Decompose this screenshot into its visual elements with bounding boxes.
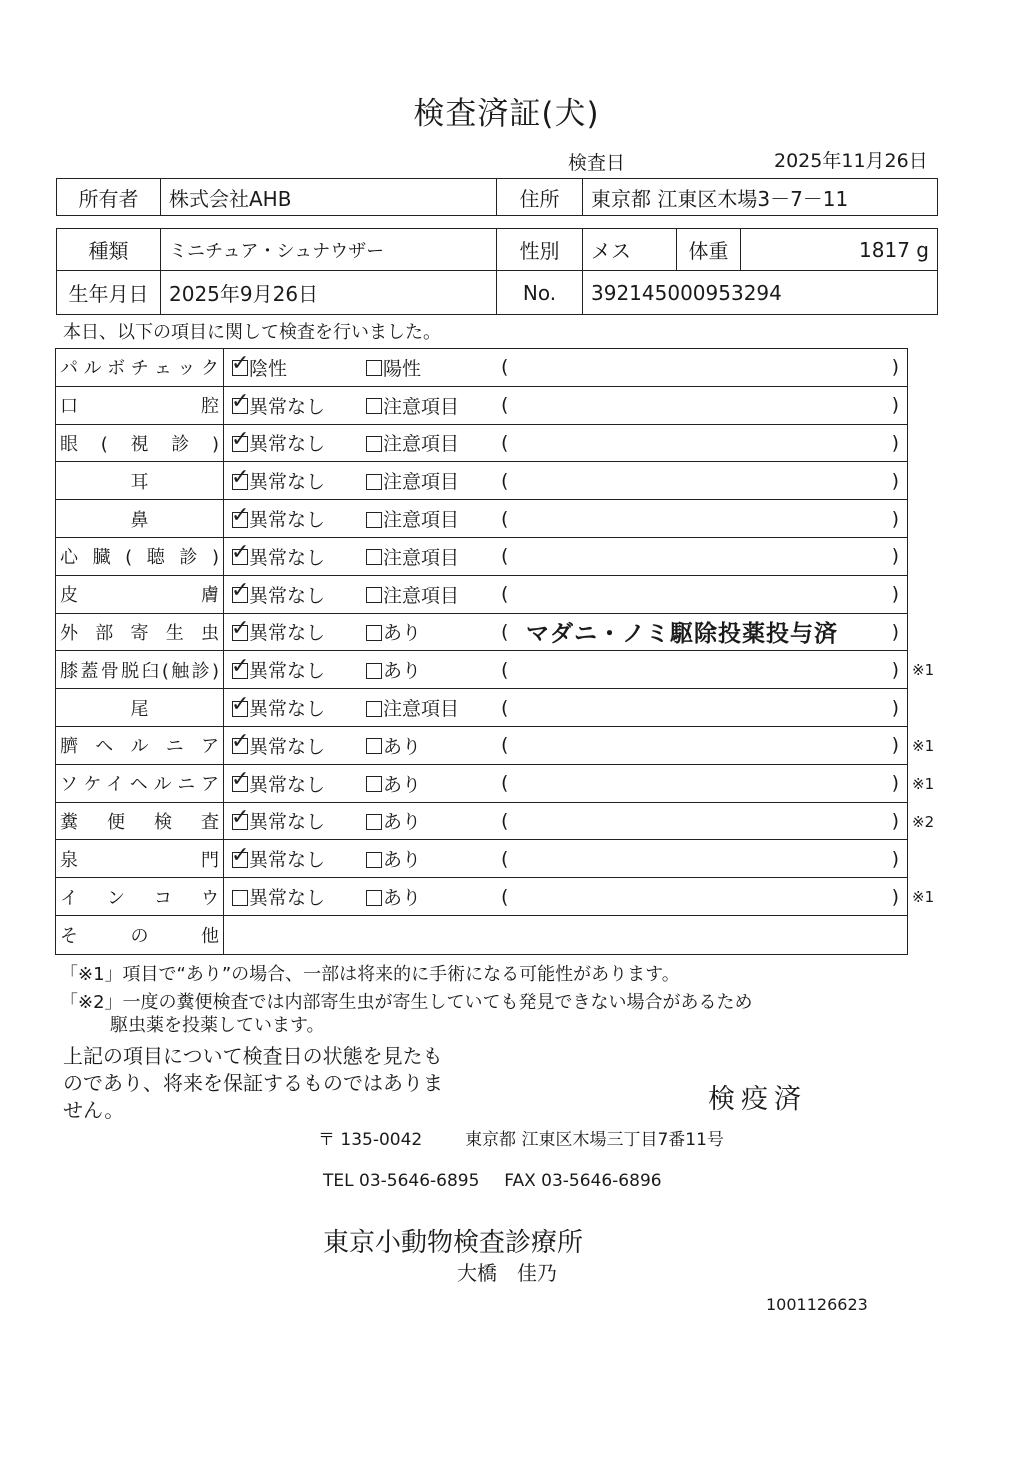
exam-row xyxy=(56,651,907,689)
checkbox-icon[interactable] xyxy=(366,398,382,414)
option-normal[interactable] xyxy=(232,349,287,386)
exam-note: マダニ・ノミ駆除投薬投与済 xyxy=(526,621,838,648)
checkmark-icon: ✓ xyxy=(231,615,250,641)
disclaimer: 上記の項目について検査日の状態を見たものであり、将来を保証するものではありません。 xyxy=(63,1044,443,1122)
option-label: 異常なし xyxy=(249,546,326,569)
checkbox-checked-icon[interactable] xyxy=(231,502,250,528)
option-label: 異常なし xyxy=(249,509,326,532)
option-normal[interactable] xyxy=(232,462,325,499)
note-close-paren: ) xyxy=(891,658,899,681)
note-open-paren: ( xyxy=(501,583,509,606)
checkbox-checked-icon[interactable] xyxy=(231,615,250,641)
owner-label: 所有者 xyxy=(57,179,161,216)
note-open-paren: ( xyxy=(501,809,509,832)
exam-item-cell xyxy=(56,840,224,877)
exam-item-cell xyxy=(56,538,224,575)
checkbox-icon[interactable] xyxy=(232,890,248,906)
footnote-mark: ※1 xyxy=(912,888,935,907)
exam-item-cell xyxy=(56,651,224,688)
exam-item-cell xyxy=(56,916,224,954)
exam-row xyxy=(56,878,907,916)
exam-item-cell xyxy=(56,878,224,915)
pet-table xyxy=(56,228,938,315)
breed-value: ミニチュア・シュナウザー xyxy=(161,229,497,271)
note-close-paren: ) xyxy=(891,809,899,832)
option-normal[interactable] xyxy=(232,727,325,764)
checkmark-icon: ✓ xyxy=(231,767,250,793)
checkbox-icon[interactable] xyxy=(366,814,382,830)
exam-item-label: インコウ xyxy=(60,887,219,909)
address-label: 住所 xyxy=(497,179,583,216)
exam-item-label: 耳 xyxy=(130,471,149,493)
clinic-name: 東京小動物検査診療所 xyxy=(323,1228,584,1258)
checkmark-icon: ✓ xyxy=(231,464,250,490)
option-label: あり xyxy=(383,773,422,796)
document-code: 1001126623 xyxy=(766,1295,868,1314)
option-abnormal[interactable] xyxy=(366,651,421,688)
note-open-paren: ( xyxy=(501,469,509,492)
checkbox-checked-icon[interactable] xyxy=(231,351,250,377)
checkbox-checked-icon[interactable] xyxy=(231,729,250,755)
option-label: あり xyxy=(383,622,422,645)
option-abnormal[interactable] xyxy=(366,500,459,537)
note-close-paren: ) xyxy=(891,734,899,757)
option-label: 異常なし xyxy=(249,811,326,834)
option-label: 異常なし xyxy=(249,887,326,910)
option-label: 陰性 xyxy=(249,357,288,380)
vet-name: 大橋 佳乃 xyxy=(457,1261,557,1285)
inspection-stamp: 検疫済 xyxy=(708,1084,807,1115)
note-close-paren: ) xyxy=(891,847,899,870)
checkbox-checked-icon[interactable] xyxy=(231,653,250,679)
contact-line xyxy=(323,1171,662,1191)
note-close-paren: ) xyxy=(891,394,899,417)
checkbox-icon[interactable] xyxy=(366,852,382,868)
option-label: 異常なし xyxy=(249,735,326,758)
option-abnormal[interactable] xyxy=(366,614,421,651)
clinic-address: 東京都 江東区木場三丁目7番11号 xyxy=(465,1130,724,1150)
checkmark-icon: ✓ xyxy=(231,691,250,717)
option-label: 注意項目 xyxy=(383,433,460,456)
exam-row xyxy=(56,425,907,463)
exam-row xyxy=(56,803,907,841)
option-label: 陽性 xyxy=(383,357,422,380)
note-open-paren: ( xyxy=(501,885,509,908)
breed-label: 種類 xyxy=(57,229,161,271)
exam-item-label: その他 xyxy=(60,926,219,947)
checkbox-checked-icon[interactable] xyxy=(231,691,250,717)
note-open-paren: ( xyxy=(501,658,509,681)
address-value: 東京都 江東区木場3－7－11 xyxy=(583,179,938,216)
exam-row xyxy=(56,462,907,500)
option-label: 異常なし xyxy=(249,698,326,721)
checkbox-checked-icon[interactable] xyxy=(231,578,250,604)
option-label: 異常なし xyxy=(249,471,326,494)
checkbox-icon[interactable] xyxy=(366,587,382,603)
note-close-paren: ) xyxy=(891,583,899,606)
exam-row xyxy=(56,840,907,878)
note-open-paren: ( xyxy=(501,356,509,379)
exam-item-label: 泉門 xyxy=(60,849,219,871)
exam-item-label: 外部寄生虫 xyxy=(60,622,219,644)
checkbox-checked-icon[interactable] xyxy=(231,804,250,830)
exam-item-label: 尾 xyxy=(130,698,149,720)
sex-value: メス xyxy=(583,229,677,271)
note-close-paren: ) xyxy=(891,696,899,719)
option-label: 注意項目 xyxy=(383,546,460,569)
checkbox-checked-icon[interactable] xyxy=(231,540,250,566)
note-close-paren: ) xyxy=(891,885,899,908)
checkmark-icon: ✓ xyxy=(231,502,250,528)
option-normal[interactable] xyxy=(232,387,325,424)
exam-item-label: 皮膚 xyxy=(60,585,219,607)
exam-item-cell xyxy=(56,425,224,462)
exam-item-cell xyxy=(56,614,224,651)
exam-item-label: ソケイヘルニア xyxy=(60,774,219,796)
fax: FAX 03-5646-6896 xyxy=(504,1171,662,1191)
exam-item-label: パルボチェック xyxy=(60,358,219,380)
exam-item-cell xyxy=(56,462,224,499)
birth-label: 生年月日 xyxy=(57,271,161,315)
option-label: 注意項目 xyxy=(383,698,460,721)
option-abnormal[interactable] xyxy=(366,878,421,915)
checkmark-icon: ✓ xyxy=(231,426,250,452)
option-label: 異常なし xyxy=(249,433,326,456)
option-label: あり xyxy=(383,849,422,872)
checkmark-icon: ✓ xyxy=(231,351,250,377)
exam-row xyxy=(56,614,907,652)
checkbox-icon[interactable] xyxy=(366,625,382,641)
exam-date-label: 検査日 xyxy=(568,152,626,174)
tel: TEL 03-5646-6895 xyxy=(323,1171,480,1191)
checkmark-icon: ✓ xyxy=(231,653,250,679)
checkbox-icon[interactable] xyxy=(366,701,382,717)
checkbox-icon[interactable] xyxy=(366,474,382,490)
exam-item-label: 糞便検査 xyxy=(60,811,219,833)
exam-row xyxy=(56,765,907,803)
exam-row xyxy=(56,387,907,425)
footnote-2-cont: 駆虫薬を投薬しています。 xyxy=(110,1015,325,1036)
checkbox-icon[interactable] xyxy=(366,360,382,376)
page-title: 検査済証(犬) xyxy=(413,96,600,132)
birth-value: 2025年9月26日 xyxy=(161,271,497,315)
note-close-paren: ) xyxy=(891,620,899,643)
note-close-paren: ) xyxy=(891,545,899,568)
exam-item-label: 口腔 xyxy=(60,396,219,418)
checkmark-icon: ✓ xyxy=(231,842,250,868)
checkbox-icon[interactable] xyxy=(366,549,382,565)
exam-item-cell xyxy=(56,689,224,726)
weight-value: 1817 g xyxy=(741,229,938,271)
weight-label: 体重 xyxy=(677,229,741,271)
footnote-mark: ※1 xyxy=(912,774,935,793)
footnote-mark: ※2 xyxy=(912,812,935,831)
option-label: 異常なし xyxy=(249,849,326,872)
footnote-mark: ※1 xyxy=(912,661,935,680)
owner-value: 株式会社AHB xyxy=(161,179,497,216)
checkbox-icon[interactable] xyxy=(366,776,382,792)
exam-date: 2025年11月26日 xyxy=(774,150,928,172)
note-open-paren: ( xyxy=(501,620,509,643)
footnote-2: 「※2」一度の糞便検査では内部寄生虫が寄生していても発見できない場合があるため xyxy=(60,992,753,1013)
option-normal[interactable] xyxy=(232,500,325,537)
option-normal[interactable] xyxy=(232,878,325,915)
note-close-paren: ) xyxy=(891,356,899,379)
exam-item-cell xyxy=(56,727,224,764)
exam-item-label: 膝蓋骨脱臼(触診) xyxy=(60,660,219,682)
no-value: 392145000953294 xyxy=(583,271,938,315)
exam-item-cell xyxy=(56,803,224,840)
option-label: あり xyxy=(383,887,422,910)
no-label: No. xyxy=(497,271,583,315)
exam-row xyxy=(56,689,907,727)
option-label: あり xyxy=(383,660,422,683)
checkbox-icon[interactable] xyxy=(366,890,382,906)
checkbox-checked-icon[interactable] xyxy=(231,464,250,490)
checkmark-icon: ✓ xyxy=(231,578,250,604)
option-abnormal[interactable] xyxy=(366,765,421,802)
option-abnormal[interactable] xyxy=(366,727,421,764)
clinic-address-line xyxy=(318,1125,724,1150)
note-open-paren: ( xyxy=(501,507,509,530)
checkmark-icon: ✓ xyxy=(231,804,250,830)
option-label: 注意項目 xyxy=(383,509,460,532)
exam-row xyxy=(56,727,907,765)
exam-item-cell xyxy=(56,387,224,424)
checkmark-icon: ✓ xyxy=(231,389,250,415)
exam-item-cell xyxy=(56,500,224,537)
note-open-paren: ( xyxy=(501,431,509,454)
option-label: 異常なし xyxy=(249,622,326,645)
exam-item-label: 鼻 xyxy=(130,509,149,531)
checkbox-icon[interactable] xyxy=(366,512,382,528)
option-abnormal[interactable] xyxy=(366,803,421,840)
option-abnormal[interactable] xyxy=(366,462,459,499)
exam-item-cell xyxy=(56,349,224,386)
postal-code: 〒 135-0042 xyxy=(318,1130,423,1150)
checkmark-icon: ✓ xyxy=(231,540,250,566)
exam-row xyxy=(56,916,907,954)
option-label: あり xyxy=(383,735,422,758)
exam-row xyxy=(56,538,907,576)
note-open-paren: ( xyxy=(501,696,509,719)
option-label: 注意項目 xyxy=(383,584,460,607)
note-open-paren: ( xyxy=(501,734,509,757)
note-open-paren: ( xyxy=(501,847,509,870)
option-abnormal[interactable] xyxy=(366,689,459,726)
option-label: 異常なし xyxy=(249,773,326,796)
checkbox-icon[interactable] xyxy=(366,436,382,452)
owner-table xyxy=(56,178,938,216)
option-abnormal[interactable] xyxy=(366,387,459,424)
option-normal[interactable] xyxy=(232,538,325,575)
option-normal[interactable] xyxy=(232,803,325,840)
note-close-paren: ) xyxy=(891,507,899,530)
option-label: あり xyxy=(383,811,422,834)
note-open-paren: ( xyxy=(501,545,509,568)
sex-label: 性別 xyxy=(497,229,583,271)
option-label: 異常なし xyxy=(249,584,326,607)
option-label: 異常なし xyxy=(249,660,326,683)
option-label: 異常なし xyxy=(249,395,326,418)
option-normal[interactable] xyxy=(232,614,325,651)
exam-items-table xyxy=(55,348,908,955)
checkbox-icon[interactable] xyxy=(366,663,382,679)
checkbox-checked-icon[interactable] xyxy=(231,389,250,415)
checkbox-icon[interactable] xyxy=(366,738,382,754)
checkbox-checked-icon[interactable] xyxy=(231,426,250,452)
option-abnormal[interactable] xyxy=(366,349,421,386)
checkbox-checked-icon[interactable] xyxy=(231,842,250,868)
exam-item-label: 臍ヘルニア xyxy=(60,736,219,758)
option-abnormal[interactable] xyxy=(366,538,459,575)
note-close-paren: ) xyxy=(891,431,899,454)
option-normal[interactable] xyxy=(232,689,325,726)
option-abnormal[interactable] xyxy=(366,840,421,877)
option-normal[interactable] xyxy=(232,765,325,802)
checkmark-icon: ✓ xyxy=(231,729,250,755)
checkbox-checked-icon[interactable] xyxy=(231,767,250,793)
footnote-1: 「※1」項目で“あり”の場合、一部は将来的に手術になる可能性があります。 xyxy=(60,964,680,985)
exam-item-cell xyxy=(56,765,224,802)
exam-row xyxy=(56,500,907,538)
intro-text: 本日、以下の項目に関して検査を行いました。 xyxy=(63,322,441,343)
footnote-mark: ※1 xyxy=(912,737,935,755)
option-label: 注意項目 xyxy=(383,471,460,494)
note-close-paren: ) xyxy=(891,772,899,795)
option-normal[interactable] xyxy=(232,425,325,462)
exam-item-cell xyxy=(56,576,224,613)
option-normal[interactable] xyxy=(232,840,325,877)
exam-row xyxy=(56,349,907,387)
note-close-paren: ) xyxy=(891,469,899,492)
option-abnormal[interactable] xyxy=(366,425,459,462)
exam-item-label: 心臓(聴診) xyxy=(60,547,219,569)
option-label: 注意項目 xyxy=(383,395,460,418)
exam-row xyxy=(56,576,907,614)
option-normal[interactable] xyxy=(232,651,325,688)
note-open-paren: ( xyxy=(501,394,509,417)
exam-item-label: 眼(視診) xyxy=(60,433,219,455)
option-abnormal[interactable] xyxy=(366,576,459,613)
option-normal[interactable] xyxy=(232,576,325,613)
note-open-paren: ( xyxy=(501,772,509,795)
